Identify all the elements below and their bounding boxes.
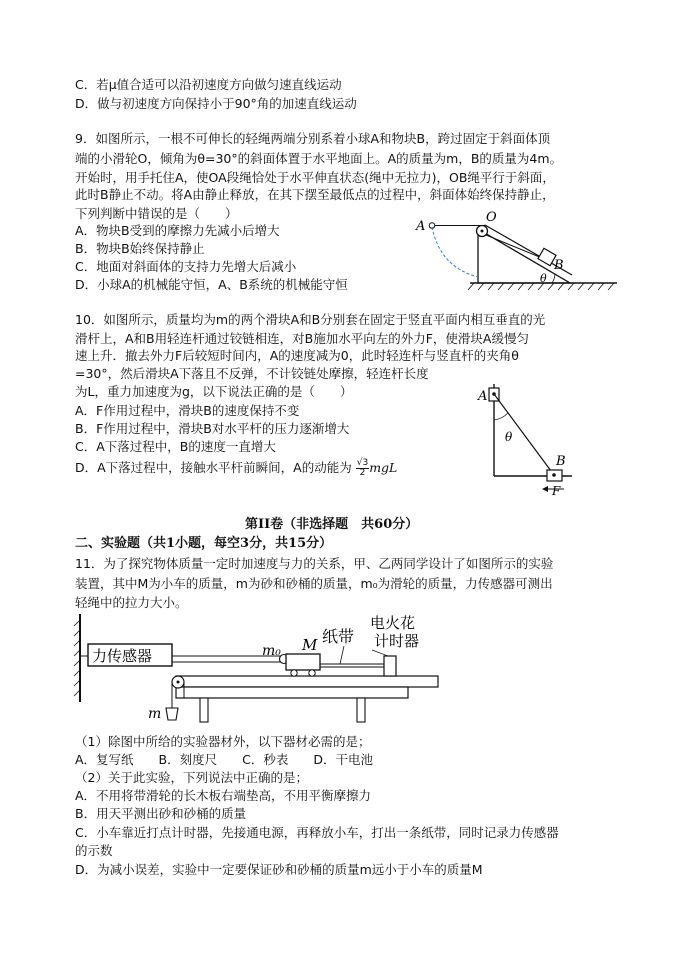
q10-label-theta: θ (505, 430, 513, 444)
q11-label-m: m (148, 706, 162, 722)
q9-label-theta: θ (540, 272, 547, 285)
q9-option-d: D．小球A的机械能守恒，A、B系统的机械能守恒 (75, 277, 348, 292)
q11-label-m0: m₀ (262, 643, 281, 659)
q9-label-a: A (416, 219, 426, 234)
q9-stem-line5: 下列判断中错误的是（ ） (75, 206, 238, 221)
q11-part2-option-d: D．为减小误差，实验中一定要保证砂和砂桶的质量m远小于小车的质量M (75, 862, 483, 877)
q9-stem-line2: 端的小滑轮O，倾角为θ=30°的斜面体置于水平地面上。A的质量为m，B的质量为4m。 (75, 151, 563, 166)
q10-stem-line5: 为L，重力加速度为g，以下说法正确的是（ ） (75, 384, 353, 399)
q10-figure-rods (472, 378, 582, 496)
q11-stem-line1: 11．为了探究物体质量一定时加速度与力的关系，甲、乙两同学设计了如图所示的实验 (75, 556, 554, 571)
q11-label-M: M (302, 636, 318, 654)
q11-stem-line2: 装置，其中M为小车的质量，m为砂和砂桶的质量，m₀为滑轮的质量，力传感器可测出 (75, 576, 553, 591)
q10-option-c: C．A下落过程中，B的速度一直增大 (75, 439, 276, 454)
q11-label-tape: 纸带 (322, 627, 355, 646)
q11-sand-bucket (166, 708, 178, 720)
q10-stem-line3: 速上升．撤去外力F后较短时间内，A的速度减为0，此时轻连杆与竖直杆的夹角θ (75, 348, 519, 363)
q8-option-d: D．做与初速度方向保持小于90°角的加速直线运动 (75, 96, 357, 111)
q10-option-a: A．F作用过程中，滑块B的速度保持不变 (75, 403, 300, 418)
q9-label-b: B (554, 258, 564, 273)
q11-part2-option-c-line1: C．小车靠近打点计时器，先接通电源，再释放小车，打出一条纸带，同时记录力传感器 (75, 825, 559, 840)
q10-label-f: F (552, 484, 561, 496)
q9-option-c: C．地面对斜面体的支持力先增大后减小 (75, 259, 297, 274)
q10-option-d: D．A下落过程中，接触水平杆前瞬间，A的动能为 $\frac{√3}{2}$ mgL (75, 458, 398, 478)
q11-stem-line3: 轻绳中的拉力大小。 (75, 595, 188, 610)
q9-stem-line1: 9．如图所示，一根不可伸长的轻绳两端分别系着小球A和物块B，跨过固定于斜面体顶 (75, 131, 551, 146)
q11-figure-apparatus (72, 612, 442, 730)
q10-label-b: B (556, 454, 566, 469)
q9-stem-line4: 此时B静止不动。将A由静止释放，在其下摆至最低点的过程中，斜面体始终保持静止， (75, 187, 555, 202)
q9-label-o: O (486, 210, 497, 225)
section-title-experiment: 二、实验题（共1小题，每空3分，共15分） (75, 536, 333, 551)
q11-timer (384, 656, 396, 676)
q11-label-timer-line2: 计时器 (374, 632, 420, 650)
q11-part1-options: A．复写纸 B．刻度尺 C．秒表 D．干电池 (75, 752, 373, 767)
q11-label-sensor: 力传感器 (92, 647, 153, 665)
q9-stem-line3: 开始时，用手托住A，使OA段绳恰处于水平伸直状态(绳中无拉力)，OB绳平行于斜面， (75, 170, 555, 185)
q10-option-b: B．F作用过程中，滑块B对水平杆的压力逐渐增大 (75, 421, 350, 436)
q11-part2: （2）关于此实验，下列说法中正确的是； (75, 770, 308, 785)
q9-option-a: A．物块B受到的摩擦力先减小后增大 (75, 223, 280, 238)
q10-stem-line4: =30°，然后滑块A下落且不反弹，不计铰链处摩擦，轻连杆长度 (75, 366, 429, 381)
q11-label-timer-line1: 电火花 (370, 614, 416, 632)
q10-label-a: A (478, 389, 488, 404)
q10-stem-line2: 滑杆上，A和B用轻连杆通过铰链相连，对B施加水平向左的外力F，使滑块A缓慢匀 (75, 331, 529, 346)
q9-figure-incline (412, 205, 622, 295)
part2-title: 第II卷（非选择题 共60分） (245, 517, 419, 532)
q11-part1: （1）除图中所给的实验器材外，以下器材必需的是； (75, 734, 371, 749)
q10-stem-line1: 10．如图所示，质量均为m的两个滑块A和B分别套在固定于竖直平面内相互垂直的光 (75, 312, 546, 327)
q9-option-b: B．物块B始终保持静止 (75, 241, 205, 256)
q11-part2-option-b: B．用天平测出砂和砂桶的质量 (75, 806, 247, 821)
q8-option-c: C．若μ值合适可以沿初速度方向做匀速直线运动 (75, 77, 342, 92)
q11-car (286, 654, 320, 670)
q11-part2-option-c-line2: 的示数 (75, 843, 113, 858)
q11-part2-option-a: A．不用将带滑轮的长木板右端垫高，不用平衡摩擦力 (75, 788, 372, 803)
q10-fraction: $\frac{√3}{2}$ (356, 458, 369, 478)
